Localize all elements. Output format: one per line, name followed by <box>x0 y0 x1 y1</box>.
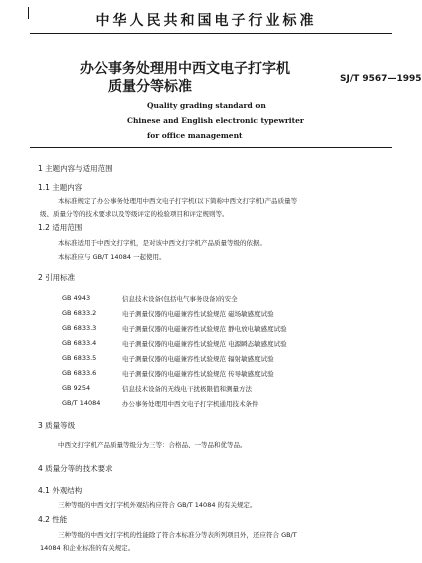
english-title-line-2: Chinese and English electronic typewriter <box>127 116 304 125</box>
reference-code: GB 6833.6 <box>62 369 97 377</box>
section-4-1-text: 三种等级的中西文打字机外观结构应符合 GB/T 14084 的有关规定。 <box>58 501 257 509</box>
reference-code: GB 6833.2 <box>62 309 97 317</box>
section-1-1-heading: 1.1 主题内容 <box>38 183 83 192</box>
document-title-line-2: 质量分等标准 <box>108 79 192 95</box>
title-rule <box>30 147 392 148</box>
section-1-2-text-line-1: 本标准适用于中西文打字机，是对该中西文打字机产品质量等级的依据。 <box>58 239 266 247</box>
section-4-1-heading: 4.1 外观结构 <box>38 486 83 495</box>
section-3-heading: 3 质量等级 <box>38 421 76 430</box>
reference-title: 电子测量仪器的电磁兼容性试验规范 传导敏感度试验 <box>122 370 274 378</box>
section-4-2-text-line-2: 14084 和企业标准的有关规定。 <box>40 544 135 552</box>
reference-code: GB/T 14084 <box>62 399 101 407</box>
section-4-2-heading: 4.2 性能 <box>38 515 68 524</box>
reference-title: 信息技术设备(包括电气事务设备)的安全 <box>122 295 238 303</box>
section-1-1-text-line-1: 本标准规定了办公事务处理用中西文电子打字机(以下简称中西文打字机)产品质量等 <box>58 197 298 205</box>
section-4-heading: 4 质量分等的技术要求 <box>38 464 113 473</box>
section-1-2-text-line-2: 本标准应与 GB/T 14084 一起使用。 <box>58 253 166 261</box>
reference-title: 电子测量仪器的电磁兼容性试验规范 辐射敏感度试验 <box>122 355 274 363</box>
section-3-text: 中西文打字机产品质量等级分为三等：合格品、一等品和优等品。 <box>58 441 247 449</box>
section-1-2-heading: 1.2 适用范围 <box>38 223 83 232</box>
reference-code: GB 9254 <box>62 384 91 392</box>
reference-title: 办公事务处理用中西文电子打字机通用技术条件 <box>122 400 259 408</box>
section-4-2-text-line-1: 三种等级的中西文打字机的性能除了符合本标准分等表所列项目外，还应符合 GB/T <box>58 531 297 539</box>
reference-code: GB 6833.4 <box>62 339 97 347</box>
section-1-1-text-line-2: 级、质量分等的技术要求以及等级评定的检验项目和评定规则等。 <box>40 210 229 218</box>
reference-code: GB 6833.3 <box>62 324 97 332</box>
reference-title: 电子测量仪器的电磁兼容性试验规范 电源瞬态敏感度试验 <box>122 340 287 348</box>
section-2-heading: 2 引用标准 <box>38 273 76 282</box>
header-rule <box>30 33 392 34</box>
english-title-line-3: for office management <box>147 131 243 140</box>
standard-category-header: 中华人民共和国电子行业标准 <box>95 13 317 29</box>
reference-title: 信息技术设备的无线电干扰极限值和测量方法 <box>122 385 252 393</box>
reference-title: 电子测量仪器的电磁兼容性试验规范 静电放电敏感度试验 <box>122 325 287 333</box>
reference-code: GB 4943 <box>62 294 91 302</box>
english-title-line-1: Quality grading standard on <box>147 101 266 110</box>
standard-number: SJ/T 9567—1995 <box>340 74 422 84</box>
reference-code: GB 6833.5 <box>62 354 97 362</box>
section-1-heading: 1 主题内容与适用范围 <box>38 164 113 173</box>
reference-title: 电子测量仪器的电磁兼容性试验规范 磁场敏感度试验 <box>122 310 274 318</box>
document-title-line-1: 办公事务处理用中西文电子打字机 <box>80 61 290 77</box>
